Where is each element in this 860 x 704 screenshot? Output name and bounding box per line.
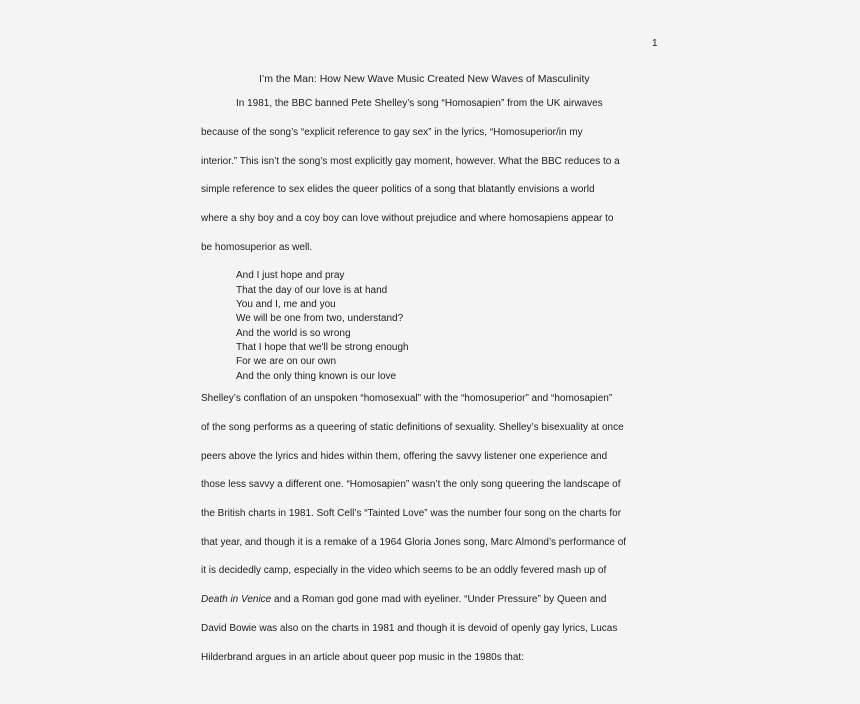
italic-title: Death in Venice bbox=[201, 594, 272, 605]
verse-line: That the day of our love is at hand bbox=[236, 285, 388, 296]
paragraph-line: of the song performs as a queering of static definitions of sexuality. Shelley’s bisexuality at once bbox=[201, 422, 624, 433]
paragraph-line bbox=[201, 594, 606, 605]
paragraph-line: because of the song’s “explicit reference to gay sex” in the lyrics, “Homosuperior/in my bbox=[201, 127, 583, 138]
page-number: 1 bbox=[652, 38, 658, 49]
verse-line: We will be one from two, understand? bbox=[236, 313, 404, 324]
paragraph-line: Shelley’s conflation of an unspoken “homosexual” with the “homosuperior” and “homosapien” bbox=[201, 393, 613, 404]
paragraph-line: Hilderbrand argues in an article about queer pop music in the 1980s that: bbox=[201, 652, 524, 663]
paragraph-line: interior.” This isn’t the song’s most explicitly gay moment, however. What the BBC reduces to a bbox=[201, 156, 620, 167]
paragraph-line: the British charts in 1981. Soft Cell’s “Tainted Love” was the number four song on the charts for bbox=[201, 508, 622, 519]
paragraph-line: be homosuperior as well. bbox=[201, 242, 313, 253]
verse-line: And I just hope and pray bbox=[236, 270, 345, 281]
paragraph-line: those less savvy a different one. “Homosapien” wasn’t the only song queering the landscape of bbox=[201, 479, 621, 490]
line-text: and a Roman god gone mad with eyeliner. “Under Pressure” by Queen and bbox=[271, 594, 607, 605]
paragraph-line: peers above the lyrics and hides within them, offering the savvy listener one experience and bbox=[201, 451, 608, 462]
verse-line: That I hope that we'll be strong enough bbox=[236, 342, 409, 353]
verse-line: And the only thing known is our love bbox=[236, 371, 397, 382]
paragraph-line: In 1981, the BBC banned Pete Shelley’s song “Homosapien” from the UK airwaves bbox=[236, 98, 603, 109]
verse-line: You and I, me and you bbox=[236, 299, 336, 310]
verse-line: For we are on our own bbox=[236, 356, 337, 367]
paragraph-line: David Bowie was also on the charts in 1981 and though it is devoid of openly gay lyrics, Lucas bbox=[201, 623, 618, 634]
paragraph-line: it is decidedly camp, especially in the video which seems to be an oddly fevered mash up of bbox=[201, 565, 607, 576]
paragraph-line: where a shy boy and a coy boy can love without prejudice and where homosapiens appear to bbox=[201, 213, 614, 224]
paragraph-line: that year, and though it is a remake of a 1964 Gloria Jones song, Marc Almond’s performance of bbox=[201, 537, 627, 548]
paragraph-line: simple reference to sex elides the queer politics of a song that blatantly envisions a world bbox=[201, 184, 595, 195]
verse-line: And the world is so wrong bbox=[236, 328, 351, 339]
document-title: I’m the Man: How New Wave Music Created New Waves of Masculinity bbox=[259, 73, 590, 85]
